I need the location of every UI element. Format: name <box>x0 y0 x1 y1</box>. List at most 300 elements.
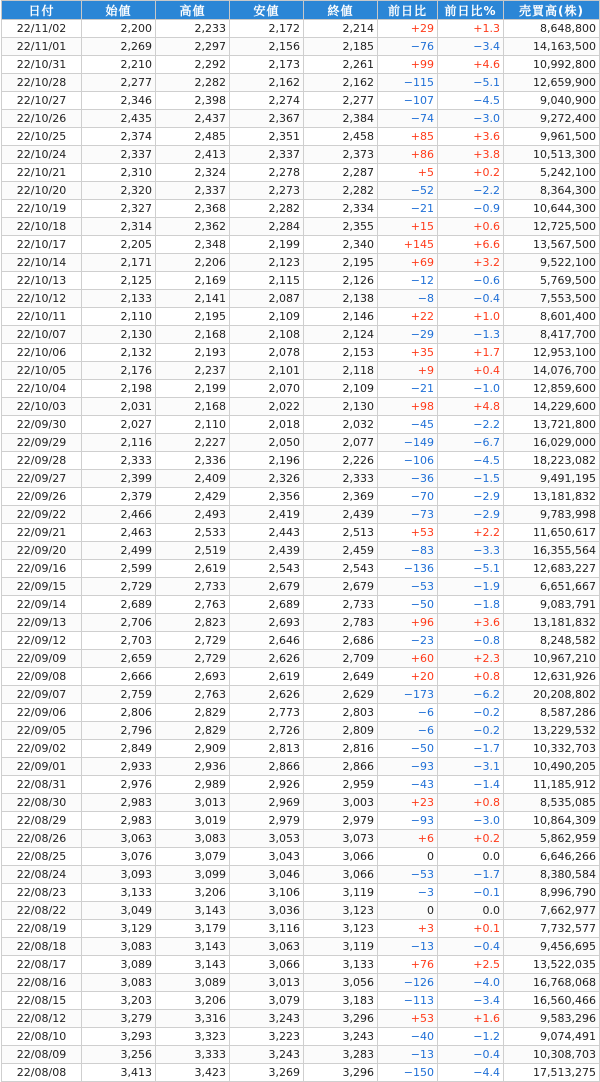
change-cell: +76 <box>378 956 438 974</box>
date-cell: 22/08/25 <box>2 848 82 866</box>
close-cell: 3,243 <box>304 1028 378 1046</box>
open-cell: 3,256 <box>82 1046 156 1064</box>
header-low: 安値 <box>230 1 304 20</box>
open-cell: 2,130 <box>82 326 156 344</box>
close-cell: 3,123 <box>304 920 378 938</box>
open-cell: 2,399 <box>82 470 156 488</box>
low-cell: 3,079 <box>230 992 304 1010</box>
date-cell: 22/11/02 <box>2 20 82 38</box>
date-cell: 22/10/19 <box>2 200 82 218</box>
high-cell: 2,169 <box>156 272 230 290</box>
open-cell: 3,293 <box>82 1028 156 1046</box>
open-cell: 2,210 <box>82 56 156 74</box>
high-cell: 2,485 <box>156 128 230 146</box>
close-cell: 2,077 <box>304 434 378 452</box>
close-cell: 2,679 <box>304 578 378 596</box>
volume-cell: 12,659,900 <box>504 74 600 92</box>
close-cell: 2,866 <box>304 758 378 776</box>
high-cell: 3,423 <box>156 1064 230 1082</box>
high-cell: 2,989 <box>156 776 230 794</box>
table-row <box>2 1010 600 1028</box>
open-cell: 2,171 <box>82 254 156 272</box>
date-cell: 22/10/13 <box>2 272 82 290</box>
high-cell: 2,110 <box>156 416 230 434</box>
open-cell: 3,279 <box>82 1010 156 1028</box>
date-cell: 22/09/22 <box>2 506 82 524</box>
open-cell: 3,049 <box>82 902 156 920</box>
change-percent-cell: −4.5 <box>438 92 504 110</box>
change-cell: −6 <box>378 722 438 740</box>
low-cell: 3,269 <box>230 1064 304 1082</box>
open-cell: 2,116 <box>82 434 156 452</box>
close-cell: 2,355 <box>304 218 378 236</box>
high-cell: 2,193 <box>156 344 230 362</box>
volume-cell: 9,456,695 <box>504 938 600 956</box>
high-cell: 2,237 <box>156 362 230 380</box>
close-cell: 3,283 <box>304 1046 378 1064</box>
change-percent-cell: −2.9 <box>438 488 504 506</box>
volume-cell: 17,513,275 <box>504 1064 600 1082</box>
high-cell: 3,316 <box>156 1010 230 1028</box>
table-header <box>2 1 600 20</box>
low-cell: 3,223 <box>230 1028 304 1046</box>
volume-cell: 5,769,500 <box>504 272 600 290</box>
open-cell: 2,110 <box>82 308 156 326</box>
open-cell: 3,203 <box>82 992 156 1010</box>
open-cell: 2,849 <box>82 740 156 758</box>
high-cell: 3,013 <box>156 794 230 812</box>
low-cell: 2,196 <box>230 452 304 470</box>
change-percent-cell: 0.0 <box>438 902 504 920</box>
table-row <box>2 938 600 956</box>
date-cell: 22/09/05 <box>2 722 82 740</box>
volume-cell: 14,076,700 <box>504 362 600 380</box>
change-percent-cell: +1.3 <box>438 20 504 38</box>
high-cell: 2,519 <box>156 542 230 560</box>
close-cell: 2,459 <box>304 542 378 560</box>
volume-cell: 8,417,700 <box>504 326 600 344</box>
table-row <box>2 434 600 452</box>
high-cell: 2,168 <box>156 398 230 416</box>
open-cell: 2,277 <box>82 74 156 92</box>
volume-cell: 13,181,832 <box>504 614 600 632</box>
open-cell: 2,463 <box>82 524 156 542</box>
high-cell: 3,323 <box>156 1028 230 1046</box>
high-cell: 3,143 <box>156 956 230 974</box>
high-cell: 2,337 <box>156 182 230 200</box>
date-cell: 22/10/14 <box>2 254 82 272</box>
table-row <box>2 956 600 974</box>
table-row <box>2 848 600 866</box>
table-row <box>2 758 600 776</box>
open-cell: 3,083 <box>82 938 156 956</box>
date-cell: 22/10/26 <box>2 110 82 128</box>
table-row <box>2 524 600 542</box>
low-cell: 2,156 <box>230 38 304 56</box>
change-percent-cell: +1.6 <box>438 1010 504 1028</box>
change-cell: 0 <box>378 902 438 920</box>
volume-cell: 9,040,900 <box>504 92 600 110</box>
change-cell: +29 <box>378 20 438 38</box>
close-cell: 3,066 <box>304 848 378 866</box>
close-cell: 2,959 <box>304 776 378 794</box>
high-cell: 2,729 <box>156 650 230 668</box>
change-cell: +99 <box>378 56 438 74</box>
change-cell: +86 <box>378 146 438 164</box>
table-row <box>2 326 600 344</box>
change-cell: +9 <box>378 362 438 380</box>
change-percent-cell: −0.2 <box>438 704 504 722</box>
volume-cell: 7,732,577 <box>504 920 600 938</box>
change-percent-cell: +4.6 <box>438 56 504 74</box>
change-percent-cell: −3.4 <box>438 992 504 1010</box>
low-cell: 2,108 <box>230 326 304 344</box>
table-row <box>2 578 600 596</box>
close-cell: 2,513 <box>304 524 378 542</box>
open-cell: 3,093 <box>82 866 156 884</box>
table-row <box>2 362 600 380</box>
volume-cell: 9,583,296 <box>504 1010 600 1028</box>
close-cell: 3,066 <box>304 866 378 884</box>
open-cell: 3,083 <box>82 974 156 992</box>
change-percent-cell: −1.9 <box>438 578 504 596</box>
high-cell: 2,493 <box>156 506 230 524</box>
change-percent-cell: −0.4 <box>438 938 504 956</box>
volume-cell: 9,783,998 <box>504 506 600 524</box>
low-cell: 3,063 <box>230 938 304 956</box>
date-cell: 22/09/09 <box>2 650 82 668</box>
low-cell: 2,022 <box>230 398 304 416</box>
close-cell: 2,185 <box>304 38 378 56</box>
high-cell: 2,362 <box>156 218 230 236</box>
volume-cell: 16,029,000 <box>504 434 600 452</box>
table-row <box>2 38 600 56</box>
table-row <box>2 74 600 92</box>
close-cell: 3,296 <box>304 1064 378 1082</box>
low-cell: 2,018 <box>230 416 304 434</box>
table-row <box>2 614 600 632</box>
close-cell: 3,133 <box>304 956 378 974</box>
change-cell: −126 <box>378 974 438 992</box>
open-cell: 2,499 <box>82 542 156 560</box>
high-cell: 2,429 <box>156 488 230 506</box>
table-row <box>2 1064 600 1082</box>
header-open: 始値 <box>82 1 156 20</box>
close-cell: 2,340 <box>304 236 378 254</box>
close-cell: 2,373 <box>304 146 378 164</box>
volume-cell: 16,560,466 <box>504 992 600 1010</box>
low-cell: 3,116 <box>230 920 304 938</box>
table-row <box>2 560 600 578</box>
volume-cell: 16,768,068 <box>504 974 600 992</box>
high-cell: 3,083 <box>156 830 230 848</box>
table-row <box>2 290 600 308</box>
table-row <box>2 56 600 74</box>
open-cell: 2,983 <box>82 812 156 830</box>
change-cell: −12 <box>378 272 438 290</box>
low-cell: 2,813 <box>230 740 304 758</box>
close-cell: 2,153 <box>304 344 378 362</box>
date-cell: 22/09/21 <box>2 524 82 542</box>
change-cell: −53 <box>378 866 438 884</box>
change-cell: −53 <box>378 578 438 596</box>
table-row <box>2 128 600 146</box>
high-cell: 2,829 <box>156 722 230 740</box>
date-cell: 22/08/22 <box>2 902 82 920</box>
low-cell: 2,199 <box>230 236 304 254</box>
change-cell: −23 <box>378 632 438 650</box>
table-row <box>2 992 600 1010</box>
date-cell: 22/09/29 <box>2 434 82 452</box>
open-cell: 2,435 <box>82 110 156 128</box>
change-cell: −36 <box>378 470 438 488</box>
change-percent-cell: −4.0 <box>438 974 504 992</box>
low-cell: 2,543 <box>230 560 304 578</box>
open-cell: 2,314 <box>82 218 156 236</box>
date-cell: 22/09/07 <box>2 686 82 704</box>
volume-cell: 12,631,926 <box>504 668 600 686</box>
table-row <box>2 920 600 938</box>
high-cell: 2,693 <box>156 668 230 686</box>
table-row <box>2 200 600 218</box>
date-cell: 22/09/28 <box>2 452 82 470</box>
change-percent-cell: −3.4 <box>438 38 504 56</box>
date-cell: 22/10/18 <box>2 218 82 236</box>
high-cell: 2,733 <box>156 578 230 596</box>
low-cell: 2,050 <box>230 434 304 452</box>
open-cell: 2,729 <box>82 578 156 596</box>
volume-cell: 10,308,703 <box>504 1046 600 1064</box>
low-cell: 2,101 <box>230 362 304 380</box>
high-cell: 2,348 <box>156 236 230 254</box>
date-cell: 22/08/08 <box>2 1064 82 1082</box>
change-cell: −73 <box>378 506 438 524</box>
change-cell: −52 <box>378 182 438 200</box>
change-percent-cell: −2.2 <box>438 416 504 434</box>
high-cell: 2,141 <box>156 290 230 308</box>
close-cell: 2,282 <box>304 182 378 200</box>
table-row <box>2 650 600 668</box>
volume-cell: 8,601,400 <box>504 308 600 326</box>
table-row <box>2 632 600 650</box>
change-cell: −43 <box>378 776 438 794</box>
volume-cell: 13,181,832 <box>504 488 600 506</box>
change-percent-cell: −2.2 <box>438 182 504 200</box>
change-percent-cell: −1.7 <box>438 866 504 884</box>
date-cell: 22/08/09 <box>2 1046 82 1064</box>
change-cell: −13 <box>378 938 438 956</box>
close-cell: 3,003 <box>304 794 378 812</box>
date-cell: 22/08/17 <box>2 956 82 974</box>
high-cell: 2,413 <box>156 146 230 164</box>
date-cell: 22/10/27 <box>2 92 82 110</box>
change-percent-cell: +1.7 <box>438 344 504 362</box>
open-cell: 2,205 <box>82 236 156 254</box>
table-row <box>2 380 600 398</box>
close-cell: 2,146 <box>304 308 378 326</box>
high-cell: 2,233 <box>156 20 230 38</box>
close-cell: 2,543 <box>304 560 378 578</box>
low-cell: 2,419 <box>230 506 304 524</box>
volume-cell: 9,083,791 <box>504 596 600 614</box>
change-cell: −8 <box>378 290 438 308</box>
open-cell: 2,310 <box>82 164 156 182</box>
close-cell: 2,162 <box>304 74 378 92</box>
low-cell: 2,123 <box>230 254 304 272</box>
close-cell: 2,226 <box>304 452 378 470</box>
date-cell: 22/09/01 <box>2 758 82 776</box>
volume-cell: 10,644,300 <box>504 200 600 218</box>
volume-cell: 7,553,500 <box>504 290 600 308</box>
close-cell: 2,733 <box>304 596 378 614</box>
table-row <box>2 398 600 416</box>
close-cell: 2,458 <box>304 128 378 146</box>
table-row <box>2 776 600 794</box>
low-cell: 2,274 <box>230 92 304 110</box>
low-cell: 3,043 <box>230 848 304 866</box>
stock-price-table <box>1 0 600 1082</box>
close-cell: 3,296 <box>304 1010 378 1028</box>
change-cell: +22 <box>378 308 438 326</box>
low-cell: 2,282 <box>230 200 304 218</box>
close-cell: 3,119 <box>304 938 378 956</box>
date-cell: 22/10/12 <box>2 290 82 308</box>
change-cell: −136 <box>378 560 438 578</box>
low-cell: 2,284 <box>230 218 304 236</box>
close-cell: 2,979 <box>304 812 378 830</box>
date-cell: 22/09/15 <box>2 578 82 596</box>
open-cell: 2,333 <box>82 452 156 470</box>
volume-cell: 13,229,532 <box>504 722 600 740</box>
close-cell: 2,032 <box>304 416 378 434</box>
low-cell: 2,172 <box>230 20 304 38</box>
change-cell: +53 <box>378 1010 438 1028</box>
volume-cell: 9,491,195 <box>504 470 600 488</box>
high-cell: 2,823 <box>156 614 230 632</box>
volume-cell: 8,587,286 <box>504 704 600 722</box>
change-cell: +15 <box>378 218 438 236</box>
date-cell: 22/08/10 <box>2 1028 82 1046</box>
change-percent-cell: −0.9 <box>438 200 504 218</box>
low-cell: 2,326 <box>230 470 304 488</box>
low-cell: 2,109 <box>230 308 304 326</box>
change-cell: −29 <box>378 326 438 344</box>
volume-cell: 5,862,959 <box>504 830 600 848</box>
low-cell: 2,979 <box>230 812 304 830</box>
close-cell: 2,384 <box>304 110 378 128</box>
change-percent-cell: −2.9 <box>438 506 504 524</box>
change-percent-cell: +2.5 <box>438 956 504 974</box>
change-cell: +145 <box>378 236 438 254</box>
header-close: 終値 <box>304 1 378 20</box>
open-cell: 2,269 <box>82 38 156 56</box>
change-cell: −76 <box>378 38 438 56</box>
change-percent-cell: −0.2 <box>438 722 504 740</box>
open-cell: 2,933 <box>82 758 156 776</box>
volume-cell: 6,651,667 <box>504 578 600 596</box>
volume-cell: 13,522,035 <box>504 956 600 974</box>
high-cell: 2,324 <box>156 164 230 182</box>
change-cell: −13 <box>378 1046 438 1064</box>
table-row <box>2 92 600 110</box>
volume-cell: 14,163,500 <box>504 38 600 56</box>
change-percent-cell: 0.0 <box>438 848 504 866</box>
volume-cell: 16,355,564 <box>504 542 600 560</box>
close-cell: 2,195 <box>304 254 378 272</box>
change-cell: −50 <box>378 596 438 614</box>
close-cell: 2,629 <box>304 686 378 704</box>
high-cell: 3,089 <box>156 974 230 992</box>
change-cell: −150 <box>378 1064 438 1082</box>
volume-cell: 18,223,082 <box>504 452 600 470</box>
open-cell: 2,689 <box>82 596 156 614</box>
open-cell: 2,031 <box>82 398 156 416</box>
low-cell: 2,866 <box>230 758 304 776</box>
change-cell: +5 <box>378 164 438 182</box>
change-cell: +6 <box>378 830 438 848</box>
change-percent-cell: +0.8 <box>438 668 504 686</box>
header-date: 日付 <box>2 1 82 20</box>
open-cell: 2,466 <box>82 506 156 524</box>
date-cell: 22/08/19 <box>2 920 82 938</box>
date-cell: 22/11/01 <box>2 38 82 56</box>
change-cell: −70 <box>378 488 438 506</box>
table-row <box>2 164 600 182</box>
close-cell: 2,816 <box>304 740 378 758</box>
open-cell: 2,027 <box>82 416 156 434</box>
high-cell: 2,729 <box>156 632 230 650</box>
change-percent-cell: +0.2 <box>438 830 504 848</box>
high-cell: 3,143 <box>156 938 230 956</box>
high-cell: 2,292 <box>156 56 230 74</box>
low-cell: 3,036 <box>230 902 304 920</box>
open-cell: 2,198 <box>82 380 156 398</box>
change-cell: −6 <box>378 704 438 722</box>
low-cell: 2,078 <box>230 344 304 362</box>
close-cell: 2,130 <box>304 398 378 416</box>
date-cell: 22/10/07 <box>2 326 82 344</box>
close-cell: 2,261 <box>304 56 378 74</box>
change-cell: −93 <box>378 812 438 830</box>
volume-cell: 9,272,400 <box>504 110 600 128</box>
low-cell: 2,969 <box>230 794 304 812</box>
change-cell: −3 <box>378 884 438 902</box>
date-cell: 22/10/24 <box>2 146 82 164</box>
close-cell: 2,369 <box>304 488 378 506</box>
change-percent-cell: −5.1 <box>438 74 504 92</box>
change-percent-cell: −0.4 <box>438 290 504 308</box>
date-cell: 22/09/16 <box>2 560 82 578</box>
date-cell: 22/08/30 <box>2 794 82 812</box>
high-cell: 2,168 <box>156 326 230 344</box>
close-cell: 3,183 <box>304 992 378 1010</box>
date-cell: 22/08/29 <box>2 812 82 830</box>
close-cell: 3,056 <box>304 974 378 992</box>
low-cell: 2,726 <box>230 722 304 740</box>
table-row <box>2 668 600 686</box>
low-cell: 3,243 <box>230 1010 304 1028</box>
table-row <box>2 1028 600 1046</box>
open-cell: 3,129 <box>82 920 156 938</box>
open-cell: 3,089 <box>82 956 156 974</box>
date-cell: 22/10/28 <box>2 74 82 92</box>
low-cell: 2,173 <box>230 56 304 74</box>
table-row <box>2 344 600 362</box>
table-row <box>2 884 600 902</box>
table-row <box>2 794 600 812</box>
header-volume: 売買高(株) <box>504 1 600 20</box>
date-cell: 22/10/11 <box>2 308 82 326</box>
